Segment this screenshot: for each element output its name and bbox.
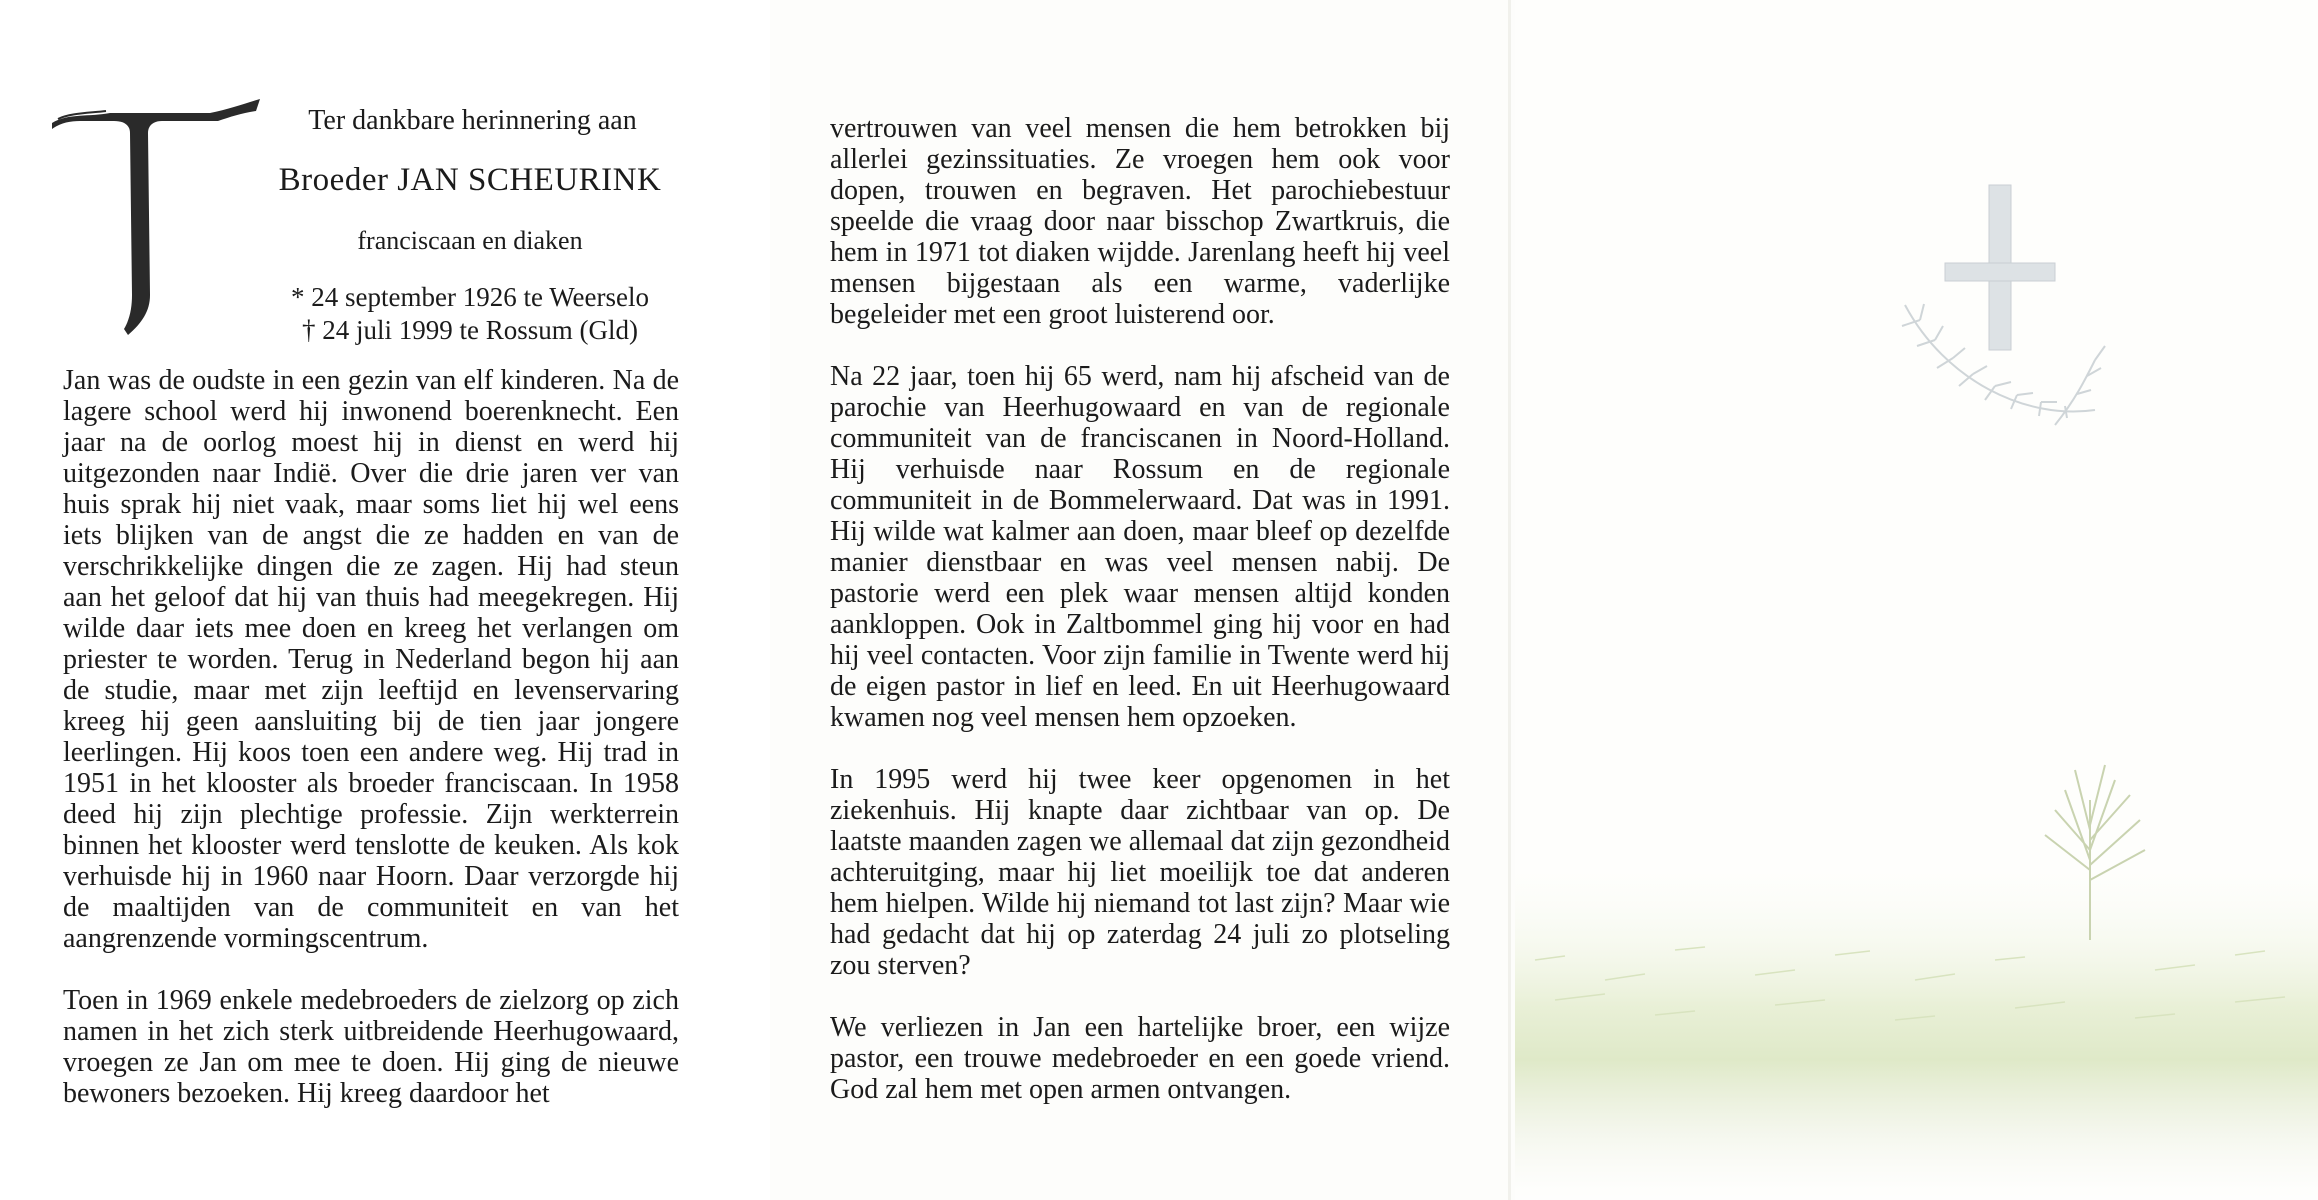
intro-block: [250, 96, 690, 347]
cover-page: [1515, 0, 2318, 1200]
deceased-name: Broeder JAN SCHEURINK: [278, 162, 662, 198]
biography-paragraph: Toen in 1969 enkele medebroeders de zielzorg op zich namen in het zich sterk uitbreidende Heerhugowaard, vroegen ze Jan om mee te doen. Hij ging de nieuwe bewoners bezoeken. Hij kreeg daardoor het: [63, 985, 679, 1109]
biography-paragraph: Jan was de oudste in een gezin van elf kinderen. Na de lagere school werd hij inwonend boerenknecht. Een jaar na de oorlog moest hij in dienst en werd hij uitgezonden naar Indië. Over die drie jaren ver van huis sprak hij niet vaak, maar soms liet hij wel eens iets blijken van de angst die ze hadden en van de verschrikkelijke dingen die ze zagen. Hij had steun aan het geloof dat hij van thuis had meegekregen. Hij wilde daar iets mee doen en kreeg het verlangen om priester te worden. Terug in Nederland begon hij aan de studie, maar met zijn leeftijd en levenservaring kreeg hij geen aansluiting bij de tien jaar jongere leerlingen. Hij koos toen een andere weg. Hij trad in 1951 in het klooster als broeder franciscaan. In 1958 deed hij zijn plechtige professie. Zijn werkterrein binnen het klooster werd tenslotte de keuken. Als kok verhuisde hij in 1960 naar Hoorn. Daar verzorgde hij de maaltijden van de communiteit en van het aangrenzende vormingscentrum.: [63, 365, 679, 954]
biography-paragraph: Na 22 jaar, toen hij 65 werd, nam hij afscheid van de parochie van Heerhugowaard en van de regionale communiteit van de franciscanen in Noord-Holland. Hij verhuisde naar Rossum en de regionale communiteit in de Bommelerwaard. Dat was in 1991. Hij wilde wat kalmer aan doen, maar bleef op dezelfde manier dienstbaar en was veel mensen nabij. De pastorie werd een plek waar mensen altijd konden aankloppen. Ook in Zaltbommel ging hij voor en had hij veel contacten. Voor zijn familie in Twente werd hij de eigen pastor in lief en leed. En uit Heerhugowaard kwamen nog veel mensen hem opzoeken.: [830, 361, 1450, 733]
deceased-role: franciscaan en diaken: [357, 226, 583, 255]
biography-column-left: [63, 365, 679, 1140]
page-edge: [1508, 0, 1511, 1200]
birth-line: * 24 september 1926 te Weerselo: [291, 282, 649, 312]
dedication-line: Ter dankbare herinnering aan: [308, 105, 637, 136]
biography-column-middle: [830, 113, 1450, 1136]
death-line: † 24 juli 1999 te Rossum (Gld): [302, 315, 638, 345]
pastel-meadow-icon: [1515, 740, 2318, 1200]
left-page: [0, 0, 770, 1200]
embossed-cross-icon: [1795, 180, 2195, 460]
biography-paragraph: We verliezen in Jan een hartelijke broer, een wijze pastor, een trouwe medebroeder en een goede vriend. God zal hem met open armen ontvangen.: [830, 1012, 1450, 1105]
middle-page: [770, 0, 1515, 1200]
biography-paragraph: vertrouwen van veel mensen die hem betrokken bij allerlei gezinssituaties. Ze vroegen hem ook voor dopen, trouwen en begraven. Het parochiebestuur speelde die vraag door naar bisschop Zwartkruis, die hem in 1971 tot diaken wijdde. Jarenlang heeft hij veel mensen bijgestaan als een warme, vaderlijke begeleider met een groot luisterend oor.: [830, 113, 1450, 330]
ornamental-letter-t-icon: [50, 99, 262, 339]
biography-paragraph: In 1995 werd hij twee keer opgenomen in het ziekenhuis. Hij knapte daar zichtbaar van op. De laatste maanden zagen we allemaal dat zijn gezondheid achteruitging, maar hij liet moeilijk toe dat anderen hem hielpen. Wilde hij niemand tot last zijn? Maar wie had gedacht dat hij op zaterdag 24 juli zo plotseling zou sterven?: [830, 764, 1450, 981]
